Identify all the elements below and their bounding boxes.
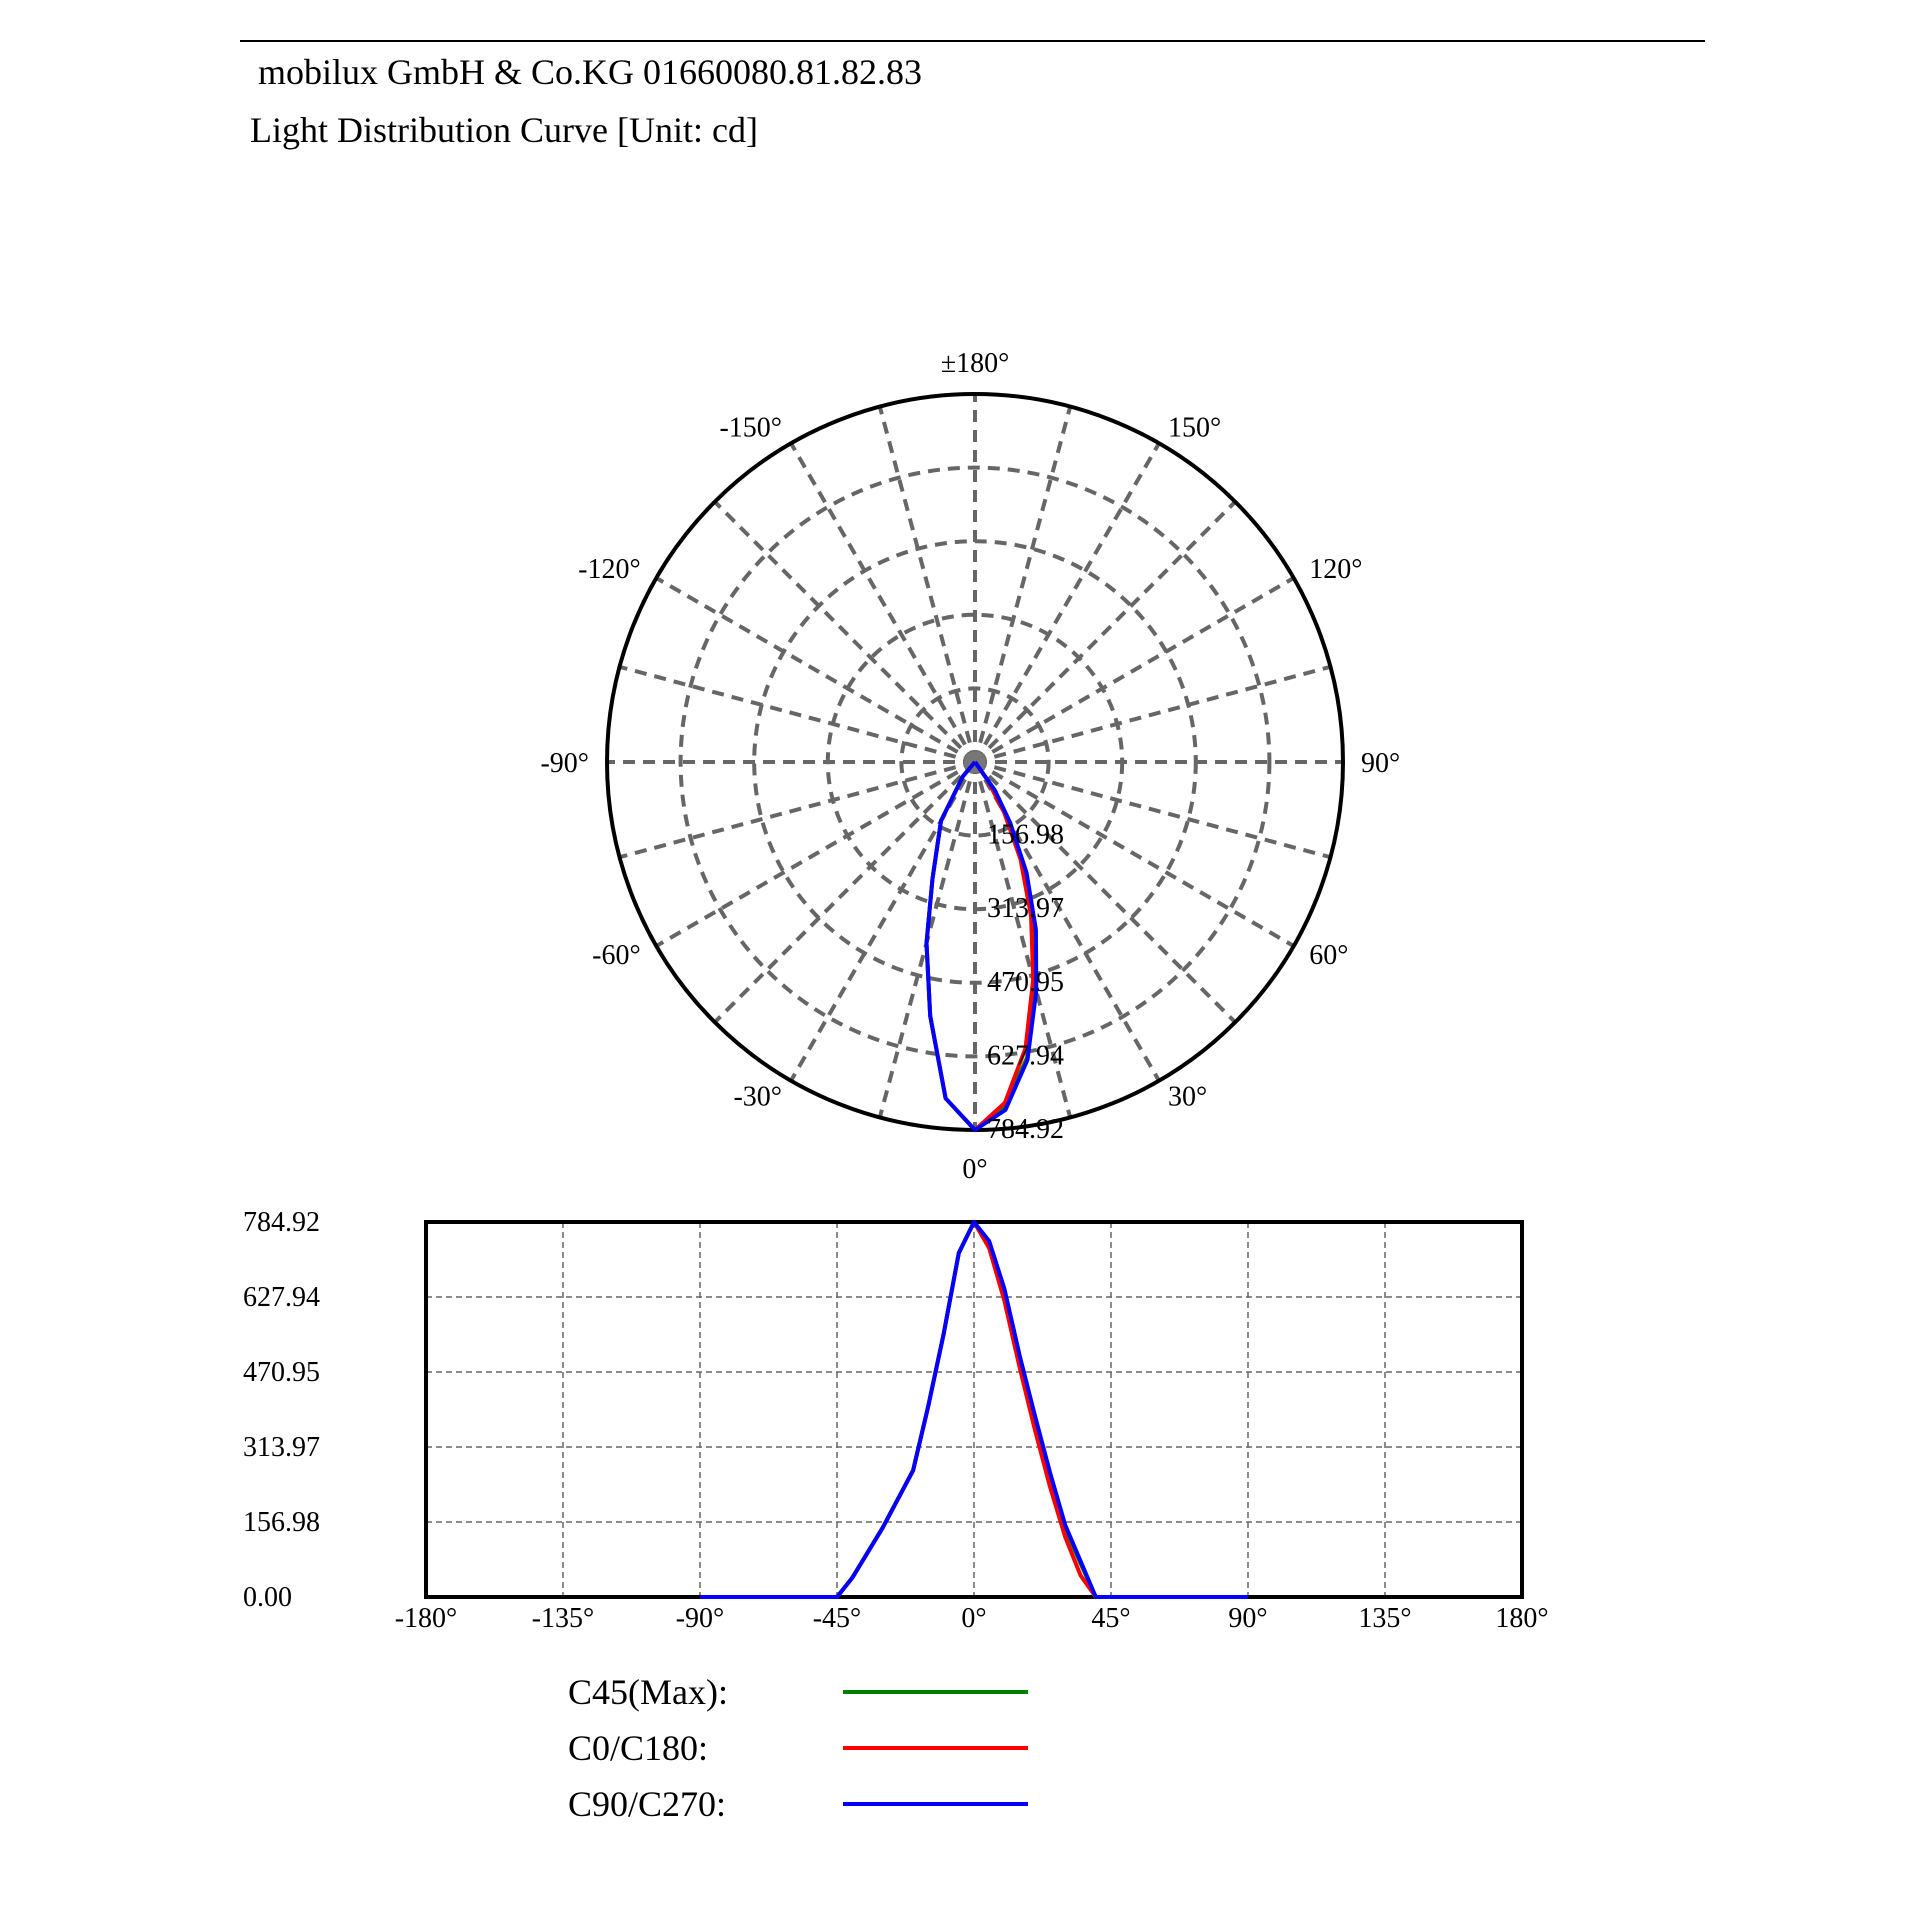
polar-spoke — [620, 762, 976, 857]
legend-label: C90/C270: — [568, 1784, 727, 1824]
polar-angle-label: 0° — [962, 1154, 988, 1185]
polar-spoke — [975, 407, 1070, 763]
polar-radial-tick-label: 156.98 — [987, 819, 1064, 851]
polar-spoke — [620, 667, 976, 762]
linear-x-tick-label: 180° — [1495, 1603, 1549, 1634]
polar-spoke — [975, 443, 1159, 762]
polar-radial-tick-label: 470.95 — [987, 966, 1064, 998]
linear-x-tick-label: 90° — [1228, 1603, 1268, 1634]
polar-spoke — [975, 578, 1294, 762]
polar-angle-label: -30° — [733, 1081, 782, 1113]
linear-x-tick-label: -45° — [812, 1603, 862, 1634]
linear-y-tick-label: 470.95 — [243, 1357, 320, 1388]
polar-spoke — [715, 502, 975, 762]
polar-diagram — [540, 348, 1400, 1185]
linear-series-2 — [700, 1222, 1248, 1597]
polar-radial-tick-label: 627.94 — [987, 1040, 1064, 1072]
legend-label: C0/C180: — [568, 1728, 709, 1768]
linear-y-tick-label: 784.92 — [243, 1207, 320, 1238]
polar-radial-tick-label: 313.97 — [987, 893, 1064, 925]
polar-angle-label: -120° — [578, 554, 641, 585]
company-heading: mobilux GmbH & Co.KG 01660080.81.82.83 — [258, 52, 923, 92]
linear-y-tick-label: 313.97 — [243, 1432, 320, 1463]
polar-spoke — [975, 667, 1331, 762]
linear-x-tick-label: 0° — [961, 1603, 987, 1634]
polar-series-2 — [927, 762, 1037, 1130]
linear-series-1 — [700, 1222, 1248, 1597]
linear-y-tick-label: 156.98 — [243, 1507, 320, 1538]
polar-angle-label: -60° — [592, 940, 641, 971]
linear-diagram — [243, 1207, 1549, 1634]
polar-angle-label: ±180° — [940, 348, 1010, 379]
linear-frame — [426, 1222, 1522, 1597]
polar-angle-label: -150° — [719, 412, 782, 444]
polar-radial-tick-label: 784.92 — [987, 1114, 1064, 1145]
linear-x-tick-label: 135° — [1358, 1603, 1412, 1634]
polar-spoke — [656, 578, 975, 762]
polar-angle-label: -90° — [540, 748, 589, 779]
legend — [568, 1672, 1028, 1824]
linear-series-0 — [700, 1222, 1248, 1597]
polar-spoke — [880, 407, 975, 763]
polar-angle-label: 60° — [1309, 940, 1349, 971]
polar-angle-label: 30° — [1168, 1081, 1208, 1113]
linear-x-tick-label: -90° — [675, 1603, 725, 1634]
polar-spoke — [975, 502, 1235, 762]
polar-spoke — [791, 443, 975, 762]
polar-angle-label: 90° — [1361, 748, 1401, 779]
legend-label: C45(Max): — [568, 1672, 728, 1712]
linear-x-tick-label: 45° — [1091, 1603, 1131, 1634]
polar-angle-label: 120° — [1309, 554, 1363, 585]
linear-x-tick-label: -135° — [531, 1603, 595, 1634]
linear-y-tick-label: 0.00 — [243, 1582, 292, 1613]
polar-angle-label: 150° — [1168, 412, 1222, 444]
polar-spoke — [715, 762, 975, 1022]
linear-y-tick-label: 627.94 — [243, 1282, 320, 1313]
linear-x-tick-label: -180° — [394, 1603, 458, 1634]
chart-title: Light Distribution Curve [Unit: cd] — [250, 110, 758, 150]
